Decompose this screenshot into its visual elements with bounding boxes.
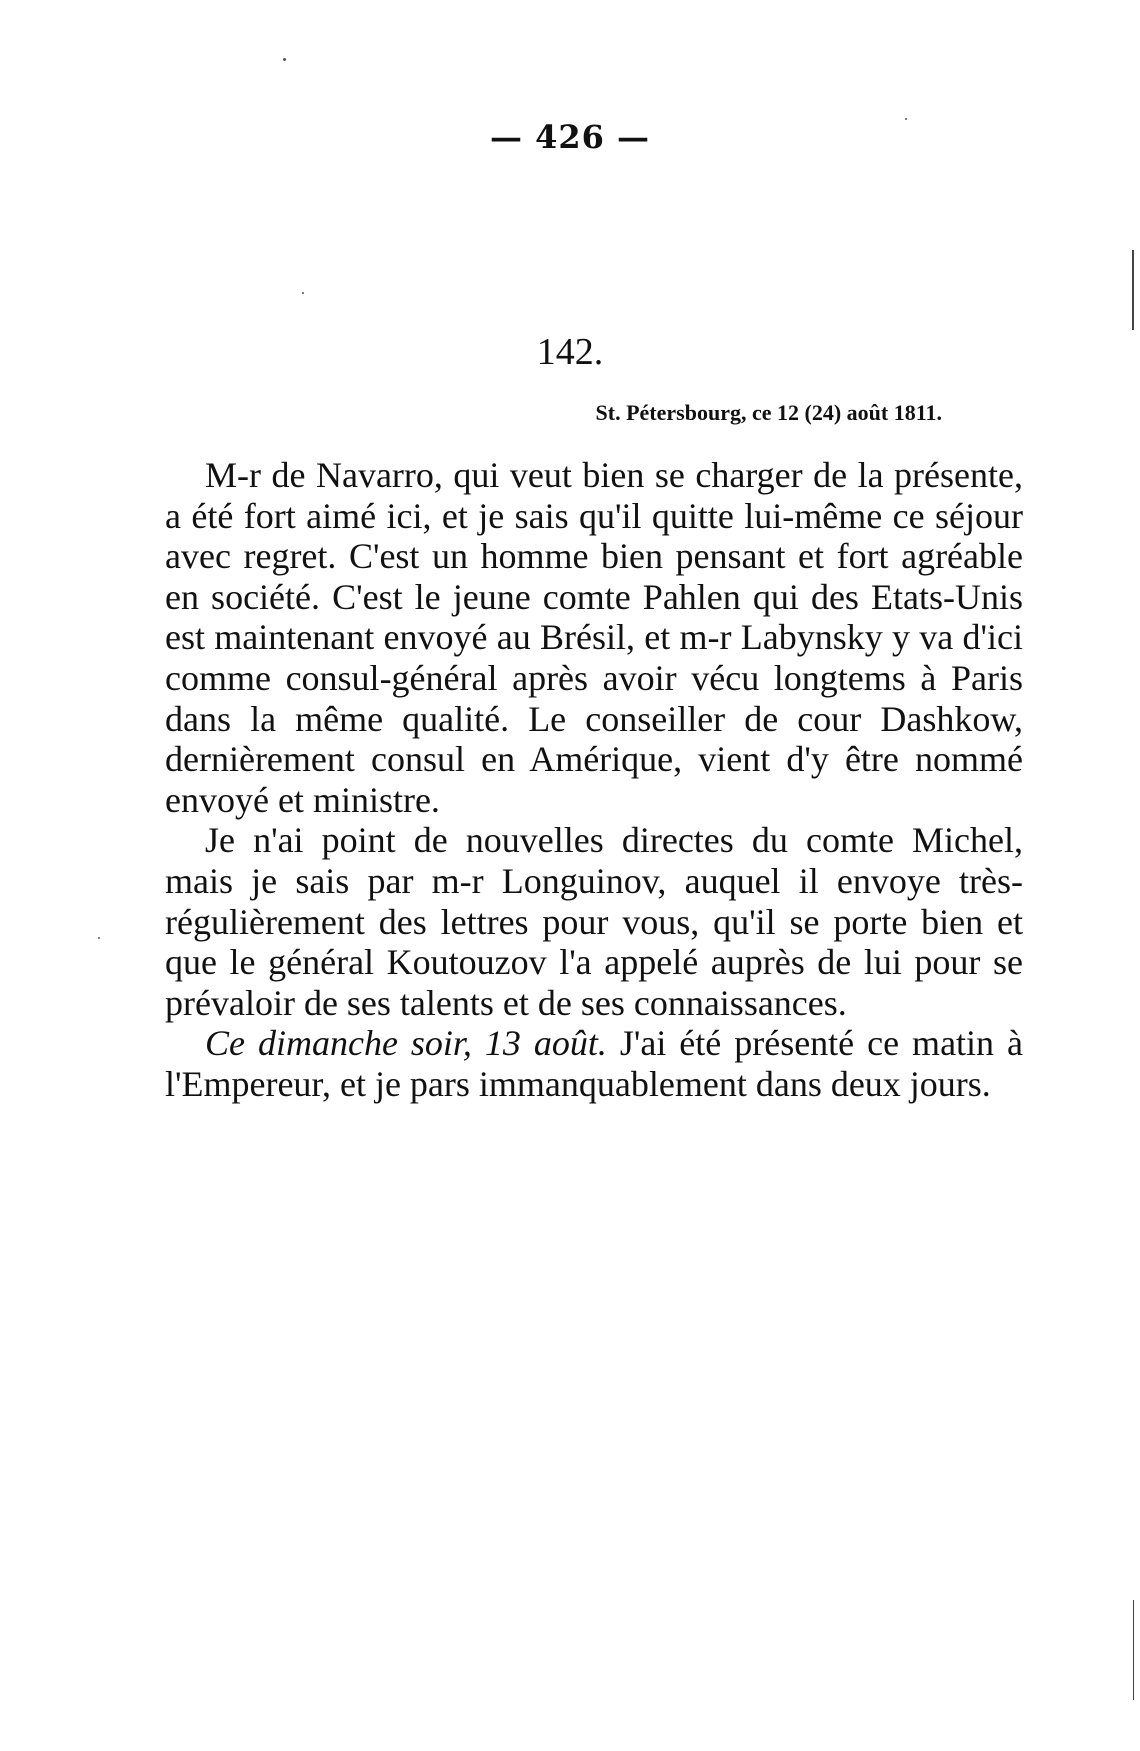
scan-speck [283, 58, 286, 61]
page-number: — 426 — [489, 118, 651, 156]
postscript-paragraph [165, 1023, 1023, 1104]
scan-edge-line [1132, 250, 1134, 330]
scan-speck [98, 937, 100, 939]
letter-number: 142. [536, 331, 604, 373]
paragraph: Je n'ai point de nouvelles directes du comte Michel, mais je sais par m-r Longuinov, auquel il envoye très-régulièrement des lettres pour vous, qu'il se porte bien et que le général Koutouzov l'a appelé auprès de lui pour se prévaloir de ses talents et de ses connaissances. [165, 820, 1023, 1023]
letter-dateline: St. Pétersbourg, ce 12 (24) août 1811. [595, 400, 942, 425]
scan-edge-line [1133, 1600, 1134, 1700]
paragraph: M-r de Navarro, qui veut bien se charger de la présente, a été fort aimé ici, et je sais qu'il quitte lui-même ce séjour avec regret. C'est un homme bien pensant et fort agréable en société. C'est le jeune comte Pahlen qui des Etats-Unis est maintenant envoyé au Brésil, et m-r Labynsky y va d'ici comme consul-général après avoir vécu longtems à Paris dans la même qualité. Le conseiller de cour Dashkow, dernièrement consul en Amérique, vient d'y être nommé envoyé et ministre. [165, 455, 1023, 820]
postscript-text: J'ai été présenté ce matin à l'Empereur, et je pars immanquablement dans deux jours. [165, 1023, 1023, 1104]
postscript-date: Ce dimanche soir, 13 août. [205, 1023, 607, 1064]
scan-speck [302, 292, 304, 294]
letter-body [165, 455, 1023, 1105]
